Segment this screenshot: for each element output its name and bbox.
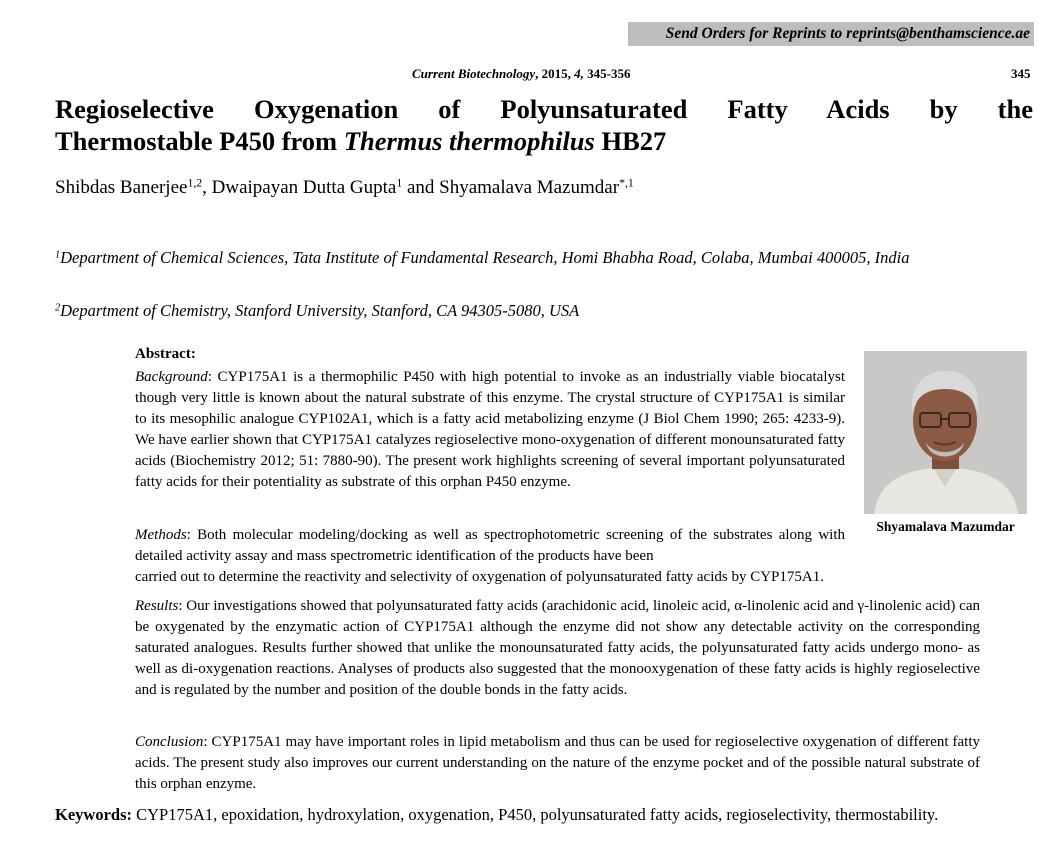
author-affiliation-mark: 1	[396, 176, 403, 190]
abstract-methods	[135, 525, 845, 588]
affiliation-2	[55, 300, 979, 322]
title-species: Thermus thermophilus	[343, 126, 595, 156]
author-list	[55, 177, 634, 199]
background-text: : CYP175A1 is a thermophilic P450 with high potential to invoke as an industrially viable biocatalyst though very little is known about the natural substrate of this enzyme. The crystal structure of CYP175A1 is similar to its mesophilic analogue CYP102A1, which is a fatty acid metabolizing enzyme (J Biol Chem 1990; 265: 4233-9). We have earlier shown that CYP175A1 catalyzes regioselective mono-oxygenation of different monounsaturated fatty acids (Biochemistry 2012; 51: 7880-90). The present work highlights screening of several important polyunsaturated fatty acids for their potentiality as substrate of this orphan P450 enzyme.	[135, 369, 845, 490]
methods-text-continued: carried out to determine the reactivity and selectivity of oxygenation of polyunsaturated fatty acids by CYP175A1.	[135, 569, 824, 585]
affiliation-mark: 2	[55, 302, 61, 314]
title-line-2-end: HB27	[594, 126, 667, 156]
author-name: Shyamalava Mazumdar	[439, 177, 620, 198]
affiliation-1	[55, 247, 979, 269]
author-photo	[864, 351, 1027, 514]
author-name: Dwaipayan Dutta Gupta	[211, 177, 397, 198]
affiliation-text: Department of Chemistry, Stanford University, Stanford, CA 94305-5080, USA	[60, 301, 580, 320]
author-separator: ,	[202, 177, 212, 198]
keywords-text: CYP175A1, epoxidation, hydroxylation, oxygenation, P450, polyunsaturated fatty acids, regioselectivity, thermostability.	[136, 805, 939, 824]
author-portrait	[864, 351, 1027, 514]
abstract-background	[135, 367, 845, 493]
paper-title	[55, 93, 1033, 157]
keywords	[55, 804, 1033, 825]
title-line-2	[55, 126, 666, 156]
author-affiliation-mark: 1,2	[187, 176, 203, 190]
author-name: Shibdas Banerjee	[55, 177, 188, 198]
journal-year: 2015,	[541, 66, 571, 81]
abstract-heading: Abstract:	[135, 346, 196, 362]
abstract-conclusion	[135, 732, 980, 795]
results-label: Results	[135, 598, 179, 614]
photo-caption: Shyamalava Mazumdar	[876, 519, 1015, 534]
journal-volume: 4,	[574, 66, 584, 81]
conclusion-text: : CYP175A1 may have important roles in lipid metabolism and thus can be used for regioselective oxygenation of different fatty acids. The present study also improves our current understanding on the nature of the enzyme pocket and of the possible natural substrate of this orphan enzyme.	[135, 734, 980, 792]
title-line-2-start: Thermostable P450 from	[55, 126, 344, 156]
journal-name: Current Biotechnology	[412, 66, 536, 81]
affiliation-text: Department of Chemical Sciences, Tata Institute of Fundamental Research, Homi Bhabha Road, Colaba, Mumbai 400005, India	[60, 248, 910, 267]
affiliation-mark: 1	[55, 249, 61, 261]
author-separator: and	[402, 177, 440, 198]
keywords-label: Keywords:	[55, 805, 132, 824]
author-affiliation-mark: *,1	[619, 176, 634, 190]
title-line-1: Regioselective Oxygenation of Polyunsaturated Fatty Acids by the	[55, 94, 1033, 124]
methods-label: Methods	[135, 527, 187, 543]
conclusion-label: Conclusion	[135, 734, 204, 750]
abstract-results	[135, 596, 980, 701]
background-label: Background	[135, 369, 208, 385]
journal-pages: 345-356	[587, 66, 631, 81]
reprint-notice: Send Orders for Reprints to reprints@benthamscience.ae	[628, 22, 1034, 46]
page-number: 345	[1011, 66, 1031, 81]
results-text: : Our investigations showed that polyunsaturated fatty acids (arachidonic acid, linoleic acid, α-linolenic acid and γ-linolenic acid) can be oxygenated by the enzymatic action of CYP175A1 although the enzyme did not show any detectable activity on the corresponding saturated analogues. Results further showed that unlike the monounsaturated fatty acids, the polyunsaturated fatty acids undergo mono- as well as di-oxygenation reactions. Analyses of products also suggested that the monooxygenation of these fatty acids is highly regioselective and is regulated by the number and position of the double bonds in the fatty acids.	[135, 598, 980, 698]
methods-text: : Both molecular modeling/docking as well as spectrophotometric screening of the substrates along with detailed activity assay and mass spectrometric identification of the products have been	[135, 527, 845, 564]
journal-citation: Current Biotechnology, 2015, 4, 345-356	[412, 66, 631, 81]
